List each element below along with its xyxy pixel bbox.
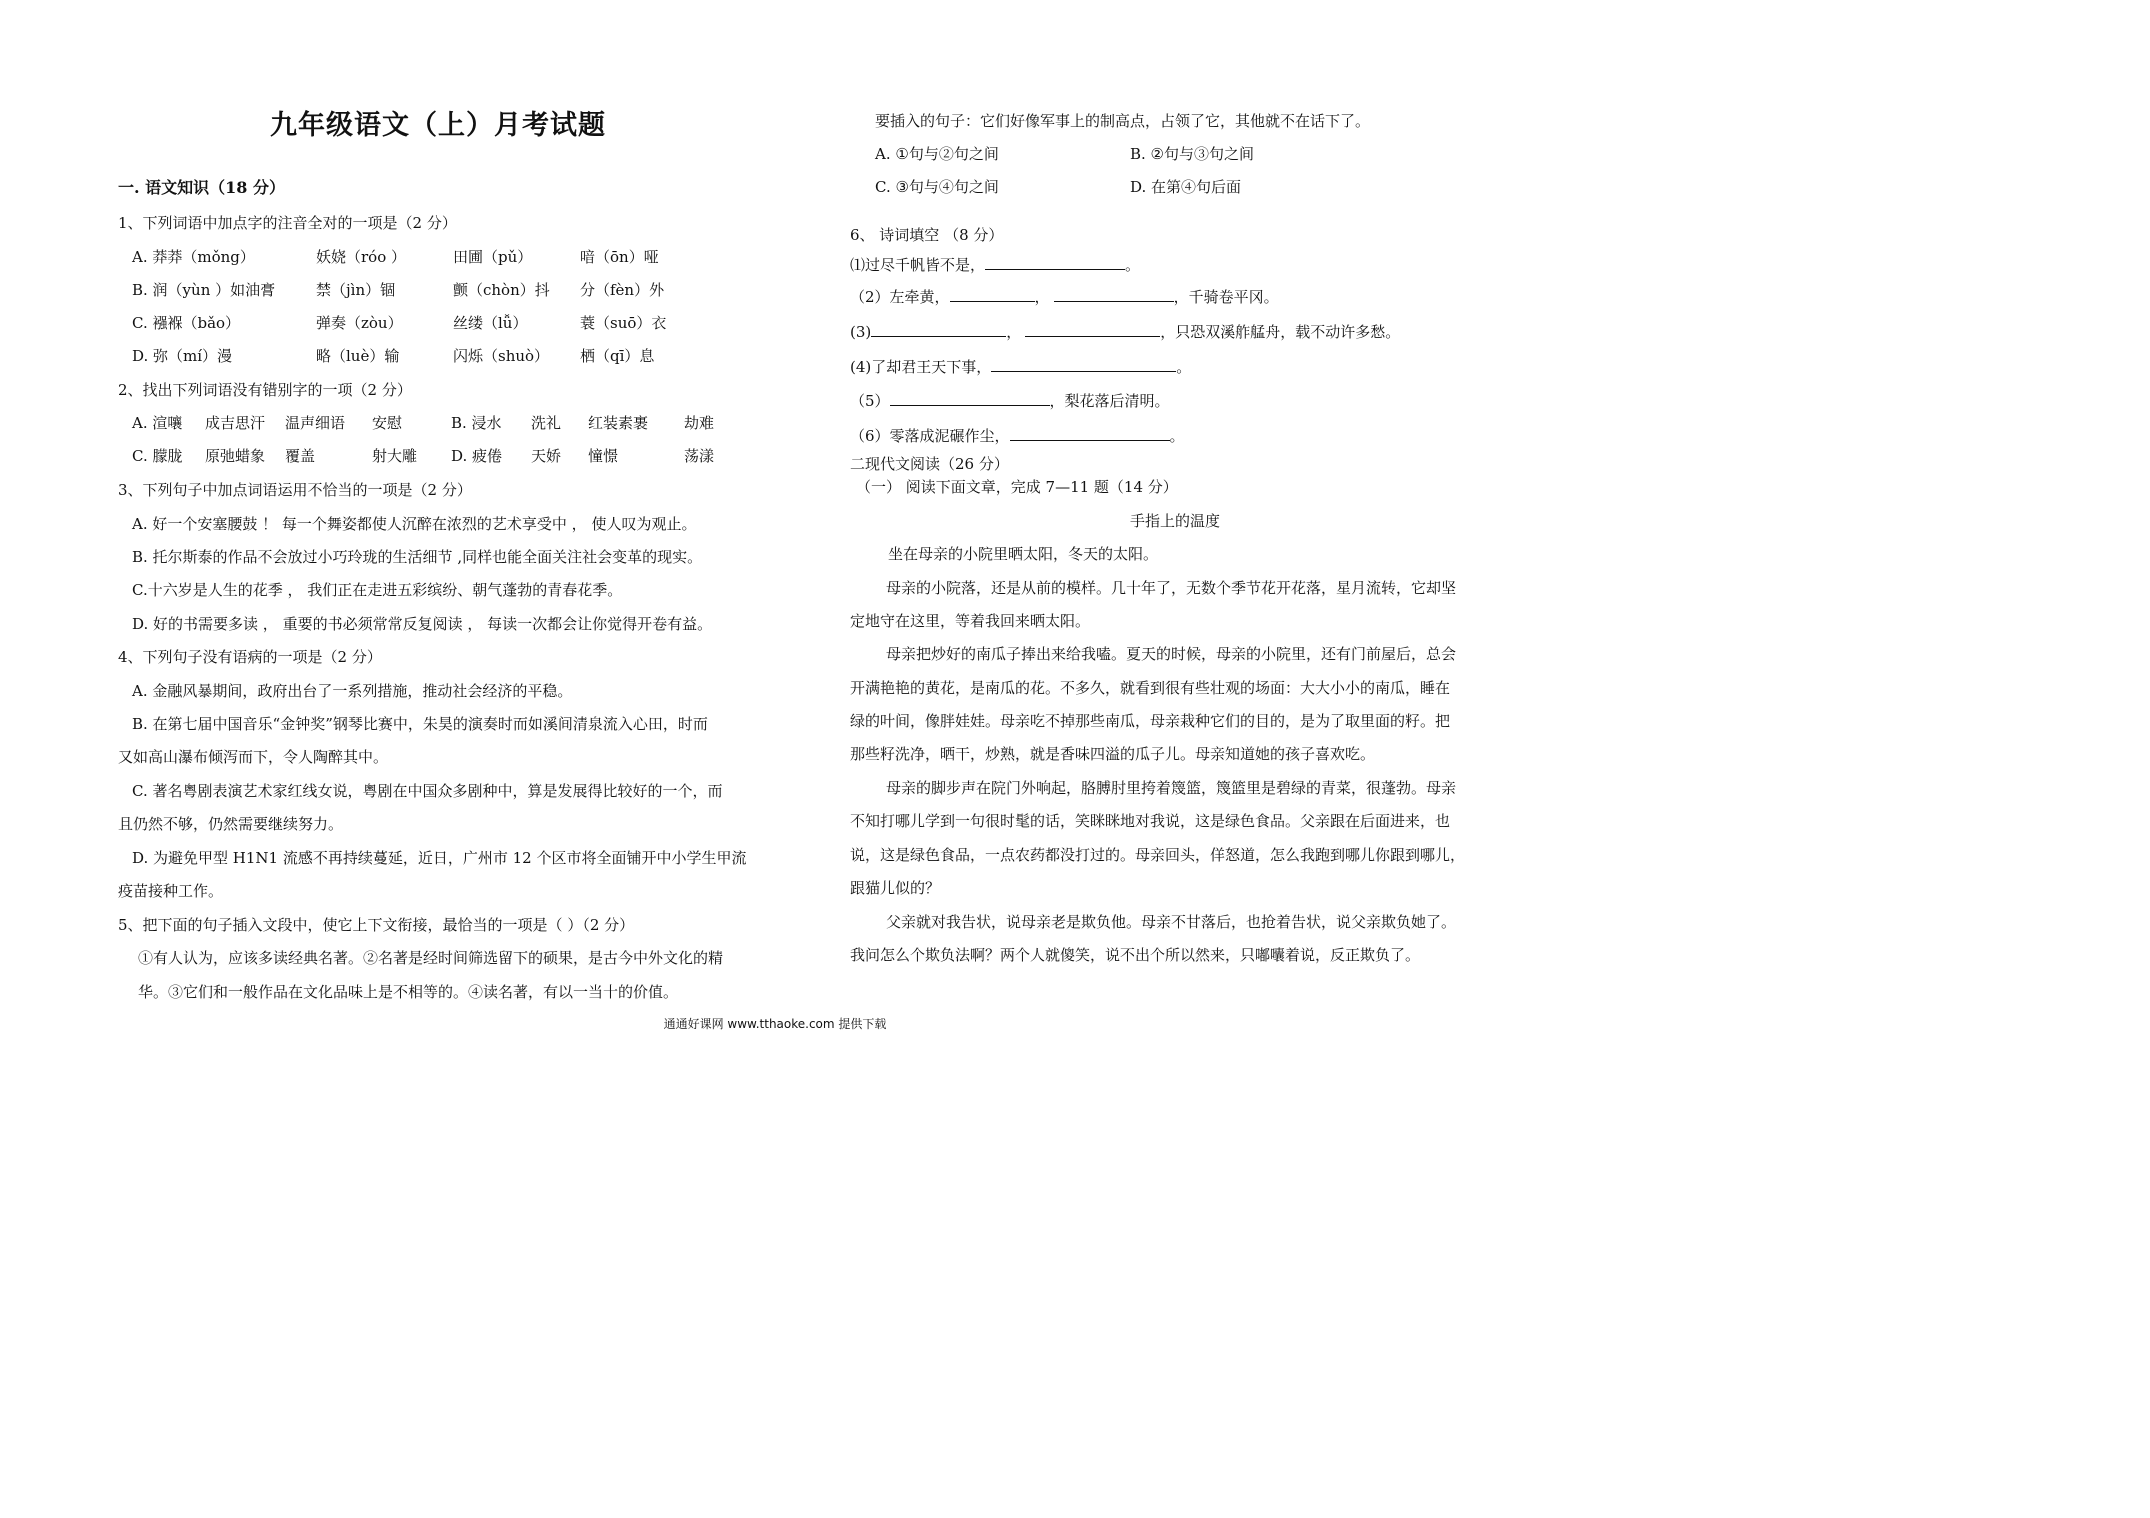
q5-option: D. 在第④句后面 (1130, 178, 1242, 196)
q2-item: 温声细语 (285, 414, 346, 432)
q5-passage-cont: 华。③它们和一般作品在文化品味上是不相等的。④读名著，有以一当十的价值。 (138, 983, 679, 1001)
q6-stem: 6、 诗词填空 （8 分） (850, 226, 1004, 244)
q6-text: 。 (1169, 427, 1185, 445)
article-line: 定地守在这里，等着我回来晒太阳。 (850, 612, 1091, 630)
q2-item: 原弛蜡象 (205, 447, 266, 465)
q5-stem: 5、把下面的句子插入文段中，使它上下文衔接，最恰当的一项是（ ）（2 分） (118, 916, 635, 934)
q1-option: B. 润（yùn ）如油膏 (132, 281, 276, 299)
q1-stem: 1、下列词语中加点字的注音全对的一项是（2 分） (118, 214, 457, 232)
q4-option-d-cont: 疫苗接种工作。 (118, 882, 224, 900)
q6-blank[interactable] (991, 357, 1176, 372)
q3-option-c: C.十六岁是人生的花季 ， 我们正在走进五彩缤纷、朝气蓬勃的青春花季。 (132, 581, 623, 599)
q2-item: 射大雕 (372, 447, 418, 465)
q2-item: 劫难 (684, 414, 715, 432)
q5-option: C. ③句与④句之间 (875, 178, 999, 196)
q5-option: B. ②句与③句之间 (1130, 145, 1255, 163)
q6-blank[interactable] (985, 255, 1125, 270)
q1-option: 颤（chòn）抖 (453, 281, 550, 299)
q6-text: (4)了却君王天下事， (850, 358, 992, 376)
q2-item: 憧憬 (588, 447, 619, 465)
article-line: 说，这是绿色食品，一点农药都没打过的。母亲回头，佯怒道，怎么我跑到哪儿你跟到哪儿， (850, 846, 1466, 864)
q2-item: 洗礼 (531, 414, 562, 432)
article-line: 那些籽洗净，晒干，炒熟，就是香味四溢的瓜子儿。母亲知道她的孩子喜欢吃。 (850, 745, 1376, 763)
page-footer: 通通好课网 www.tthaoke.com 提供下载 (663, 1017, 887, 1031)
q2-item: A. 渲嚷 (132, 414, 183, 432)
q6-text: ⑴过尽千帆皆不是， (850, 256, 986, 274)
article-line: 母亲的脚步声在院门外响起，胳膊肘里挎着篾篮，篾篮里是碧绿的青菜，很蓬勃。母亲 (886, 779, 1457, 797)
q2-item: C. 朦胧 (132, 447, 183, 465)
q4-option-a: A. 金融风暴期间，政府出台了一系列措施，推动社会经济的平稳。 (132, 682, 573, 700)
q1-option: 喑（ōn）哑 (580, 248, 659, 266)
q1-option: 分（fèn）外 (580, 281, 665, 299)
q2-item: 红装素裹 (588, 414, 649, 432)
q1-option: A. 莽莽（mǒng） (132, 248, 255, 266)
q6-text: （5） (850, 392, 890, 410)
q1-option: 禁（jìn）锢 (316, 281, 396, 299)
q6-text: (3) (850, 323, 872, 341)
q6-blank[interactable] (871, 322, 1006, 337)
q1-option: 田圃（pǔ） (453, 248, 533, 266)
q2-item: B. 浸水 (451, 414, 502, 432)
q6-blank[interactable] (1025, 322, 1160, 337)
q6-line-3 (850, 322, 1400, 342)
q6-line-2 (850, 287, 1279, 307)
q1-option: 妖娆（róo ） (316, 248, 407, 266)
q6-text: （2）左牵黄， (850, 288, 950, 306)
q6-line-1 (850, 255, 1140, 275)
q6-blank[interactable] (1010, 426, 1170, 441)
q3-stem: 3、下列句子中加点词语运用不恰当的一项是（2 分） (118, 481, 472, 499)
q6-text: ，梨花落后清明。 (1049, 392, 1170, 410)
q6-text: ，千骑卷平冈。 (1173, 288, 1279, 306)
q6-text: ， (1006, 323, 1022, 341)
q3-option-b: B. 托尔斯泰的作品不会放过小巧玲珑的生活细节 ,同样也能全面关注社会变革的现实。 (132, 548, 703, 566)
article-title: 手指上的温度 (1129, 512, 1220, 530)
article-line: 绿的叶间，像胖娃娃。母亲吃不掉那些南瓜，母亲栽种它们的目的，是为了取里面的籽。把 (850, 712, 1451, 730)
q5-insert-sentence: 要插入的句子：它们好像军事上的制高点，占领了它，其他就不在话下了。 (875, 112, 1371, 130)
q2-item: 成吉思汗 (205, 414, 266, 432)
q6-text: ， (1034, 288, 1050, 306)
q3-option-a: A. 好一个安塞腰鼓 ！ 每一个舞姿都使人沉醉在浓烈的艺术享受中 ， 使人叹为观止。 (132, 515, 697, 533)
q6-line-4 (850, 357, 1191, 377)
section1-heading: 一. 语文知识（18 分） (118, 178, 285, 197)
article-line: 母亲的小院落，还是从前的模样。几十年了，无数个季节花开花落，星月流转，它却坚 (886, 579, 1457, 597)
q2-stem: 2、找出下列词语没有错别字的一项（2 分） (118, 381, 412, 399)
article-line: 不知打哪儿学到一句很时髦的话，笑眯眯地对我说，这是绿色食品。父亲跟在后面进来，也 (850, 812, 1451, 830)
article-line: 坐在母亲的小院里晒太阳，冬天的太阳。 (888, 545, 1159, 563)
q1-option: D. 弥（mí）漫 (132, 347, 233, 365)
q6-blank[interactable] (1054, 287, 1174, 302)
q6-text: （6）零落成泥碾作尘， (850, 427, 1010, 445)
q2-item: 天娇 (531, 447, 562, 465)
q1-option: 弹奏（zòu） (316, 314, 403, 332)
q6-blank[interactable] (890, 391, 1050, 406)
q4-stem: 4、下列句子没有语病的一项是（2 分） (118, 648, 382, 666)
q6-line-6 (850, 426, 1185, 446)
q4-option-c: C. 著名粤剧表演艺术家红线女说，粤剧在中国众多剧种中，算是发展得比较好的一个，而 (132, 782, 723, 800)
q1-option: 丝缕（lǚ） (453, 314, 528, 332)
q6-text: 。 (1176, 358, 1192, 376)
q2-item: 覆盖 (285, 447, 316, 465)
q5-passage: ①有人认为，应该多读经典名著。②名著是经时间筛选留下的硕果，是古今中外文化的精 (138, 949, 724, 967)
q4-option-c-cont: 且仍然不够，仍然需要继续努力。 (118, 815, 344, 833)
q1-option: 闪烁（shuò） (453, 347, 550, 365)
q2-item: 荡漾 (684, 447, 715, 465)
q4-option-b: B. 在第七届中国音乐“金钟奖”钢琴比赛中，朱昊的演奏时而如溪间清泉流入心田，时而 (132, 715, 708, 733)
q5-option: A. ①句与②句之间 (875, 145, 999, 163)
q2-item: D. 疲倦 (451, 447, 503, 465)
q1-option: 蓑（suō）衣 (580, 314, 667, 332)
q1-option: C. 襁褓（bǎo） (132, 314, 241, 332)
article-line: 我问怎么个欺负法啊？两个人就傻笑，说不出个所以然来，只嘟囔着说，反正欺负了。 (850, 946, 1421, 964)
q4-option-b-cont: 又如高山瀑布倾泻而下，令人陶醉其中。 (118, 748, 389, 766)
q1-option: 略（luè）输 (316, 347, 400, 365)
article-line: 开满艳艳的黄花，是南瓜的花。不多久，就看到很有些壮观的场面：大大小小的南瓜，睡在 (850, 679, 1451, 697)
section2-heading: 二现代文阅读（26 分） (850, 455, 1009, 473)
q6-line-5 (850, 391, 1170, 411)
article-line: 母亲把炒好的南瓜子捧出来给我嗑。夏天的时候，母亲的小院里，还有门前屋后，总会 (886, 645, 1457, 663)
q4-option-d: D. 为避免甲型 H1N1 流感不再持续蔓延，近日，广州市 12 个区市将全面铺开中小学生甲流 (132, 849, 747, 867)
q6-text: ，只恐双溪舴艋舟，载不动许多愁。 (1160, 323, 1401, 341)
q3-option-d: D. 好的书需要多读 ， 重要的书必须常常反复阅读 ， 每读一次都会让你觉得开卷有益。 (132, 615, 713, 633)
q1-option: 栖（qī）息 (580, 347, 655, 365)
q2-item: 安慰 (372, 414, 403, 432)
q6-text: 。 (1125, 256, 1141, 274)
exam-title: 九年级语文（上）月考试题 (270, 110, 606, 141)
q6-blank[interactable] (950, 287, 1035, 302)
article-line: 父亲就对我告状，说母亲老是欺负他。母亲不甘落后，也抢着告状，说父亲欺负她了。 (886, 913, 1457, 931)
article-line: 跟猫儿似的？ (850, 879, 941, 897)
section2-subheading: （一） 阅读下面文章，完成 7—11 题（14 分） (856, 478, 1178, 496)
